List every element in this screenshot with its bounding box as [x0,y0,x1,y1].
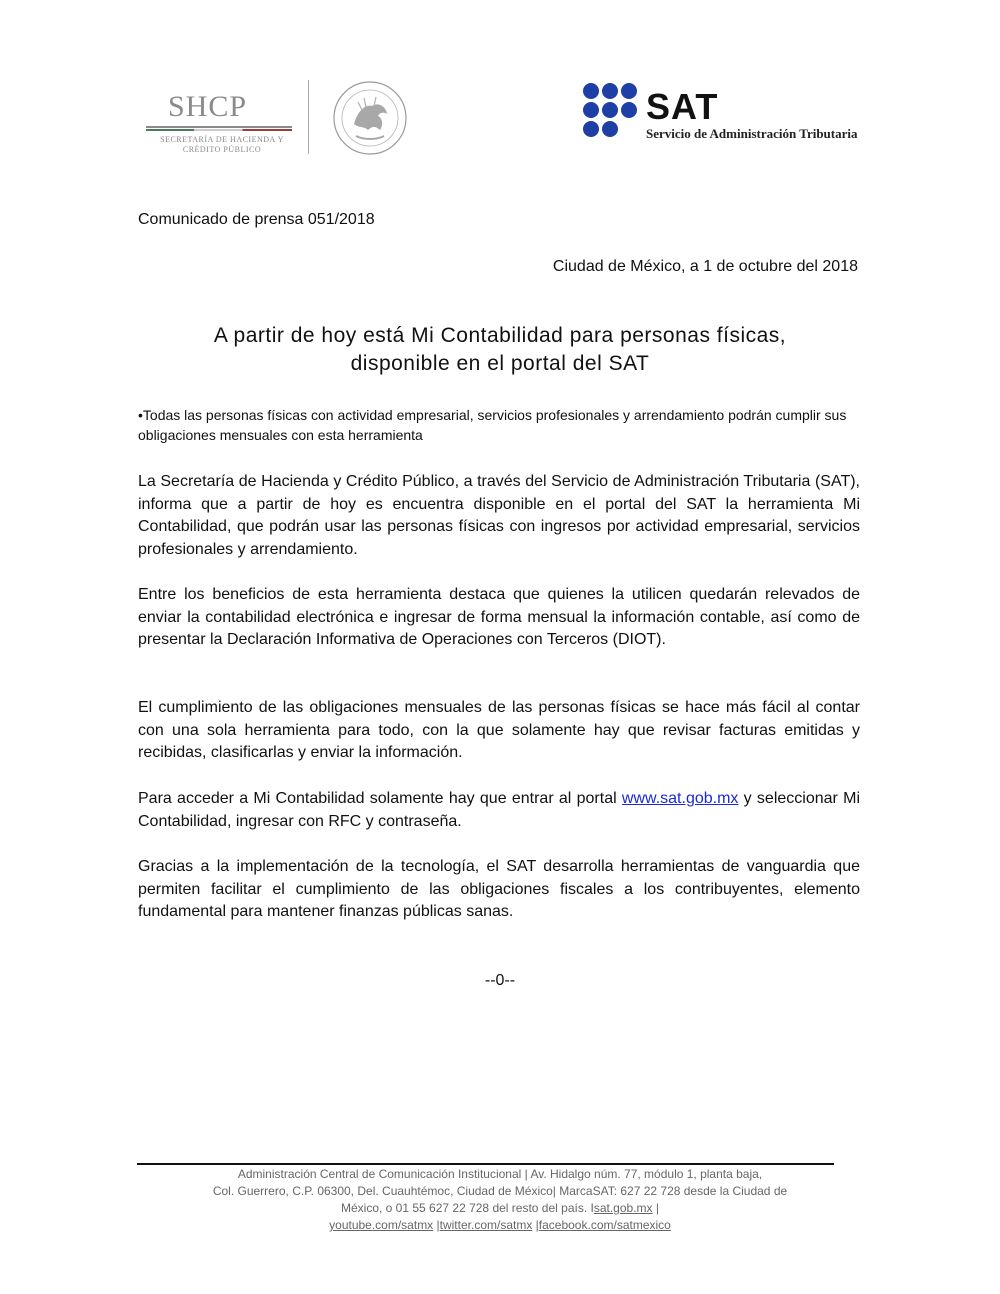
footer-rule [137,1163,834,1165]
logo-divider [308,80,309,154]
facebook-link[interactable]: facebook.com/satmexico [538,1218,671,1232]
shcp-subtitle: SECRETARÍA DE HACIENDA Y CRÉDITO PÚBLICO [160,135,284,154]
sat-website-link[interactable]: www.sat.gob.mx [621,790,739,807]
mexico-eagle-seal-icon [332,80,408,156]
footer-separator-1: | [433,1218,440,1232]
sat-tagline: Servicio de Administración Tributaria [646,126,858,141]
footer-line-1: Administración Central de Comunicación Institucional | Av. Hidalgo núm. 77, módulo 1, planta baja, [237,1167,763,1181]
paragraph-2: Entre los beneficios de esta herramienta destaca que quienes la utilicen quedarán relevados de enviar la contabilidad electrónica e ingresar de forma mensual la información contable, así como de presentar la Declaración Informativa de Operaciones con Terceros (DIOT). [138,586,860,648]
sat-logo [582,82,882,142]
paragraph-5: Gracias a la implementación de la tecnología, el SAT desarrolla herramientas de vanguardia que permiten facilitar el cumplimiento de las obligaciones fiscales a los contribuyentes, elemento fundamental para mantener finanzas públicas sanas. [138,858,860,920]
end-mark: --0-- [484,972,516,989]
youtube-link[interactable]: youtube.com/satmx [329,1218,434,1232]
shcp-name: SHCP [168,90,248,123]
footer-line-3 [140,1200,860,1217]
twitter-link[interactable]: twitter.com/satmx [439,1218,533,1232]
sat-wordmark: SAT [646,86,719,127]
paragraph-3: El cumplimiento de las obligaciones mensuales de las personas físicas se hace más fácil al contar con una sola herramienta para todo, con la que solamente hay que revisar facturas emitidas y recibidas, clasificarlas y enviar la información. [138,699,860,761]
footer-line-3-end: | [652,1201,659,1215]
paragraph-4-text: Para acceder a Mi Contabilidad solamente hay que entrar al portal [138,790,622,807]
date-line: Ciudad de México, a 1 de octubre del 2018 [552,258,858,275]
shcp-color-rule [146,129,292,131]
paragraph-4-text-end: y seleccionar Mi Contabilidad, ingresar con RFC y contraseña. [138,790,861,830]
footer-sat-link[interactable]: sat.gob.mx [593,1201,653,1215]
headline-line-1: A partir de hoy está Mi Contabilidad para personas físicas, [213,324,787,347]
headline-line-2: disponible en el portal del SAT [350,352,650,375]
sat-dots-icon [582,82,638,138]
press-release-number: Comunicado de prensa 051/2018 [138,211,375,228]
shcp-rule [146,126,292,128]
footer-line-3-text: México, o 01 55 627 22 728 del resto del país. I [341,1201,594,1215]
footer-separator-2: | [532,1218,539,1232]
paragraph-1: La Secretaría de Hacienda y Crédito Público, a través del Servicio de Administración Tributaria (SAT), informa que a partir de hoy es encuentra disponible en el portal del SAT la herramienta Mi Contabilidad, que podrán usar las personas físicas con ingresos por actividad empresarial, servicios profesionales y arrendamiento. [138,473,860,558]
summary-bullet: •Todas las personas físicas con actividad empresarial, servicios profesionales y arrendamiento podrán cumplir sus obligaciones mensuales con esta herramienta [138,407,847,443]
headline [140,322,860,378]
shcp-logo [140,80,420,160]
footer-social-links [140,1217,860,1234]
footer [140,1166,860,1234]
footer-line-2: Col. Guerrero, C.P. 06300, Del. Cuauhtémoc, Ciudad de México| MarcaSAT: 627 22 728 desde la Ciudad de [212,1184,788,1198]
paragraph-4 [138,788,860,833]
